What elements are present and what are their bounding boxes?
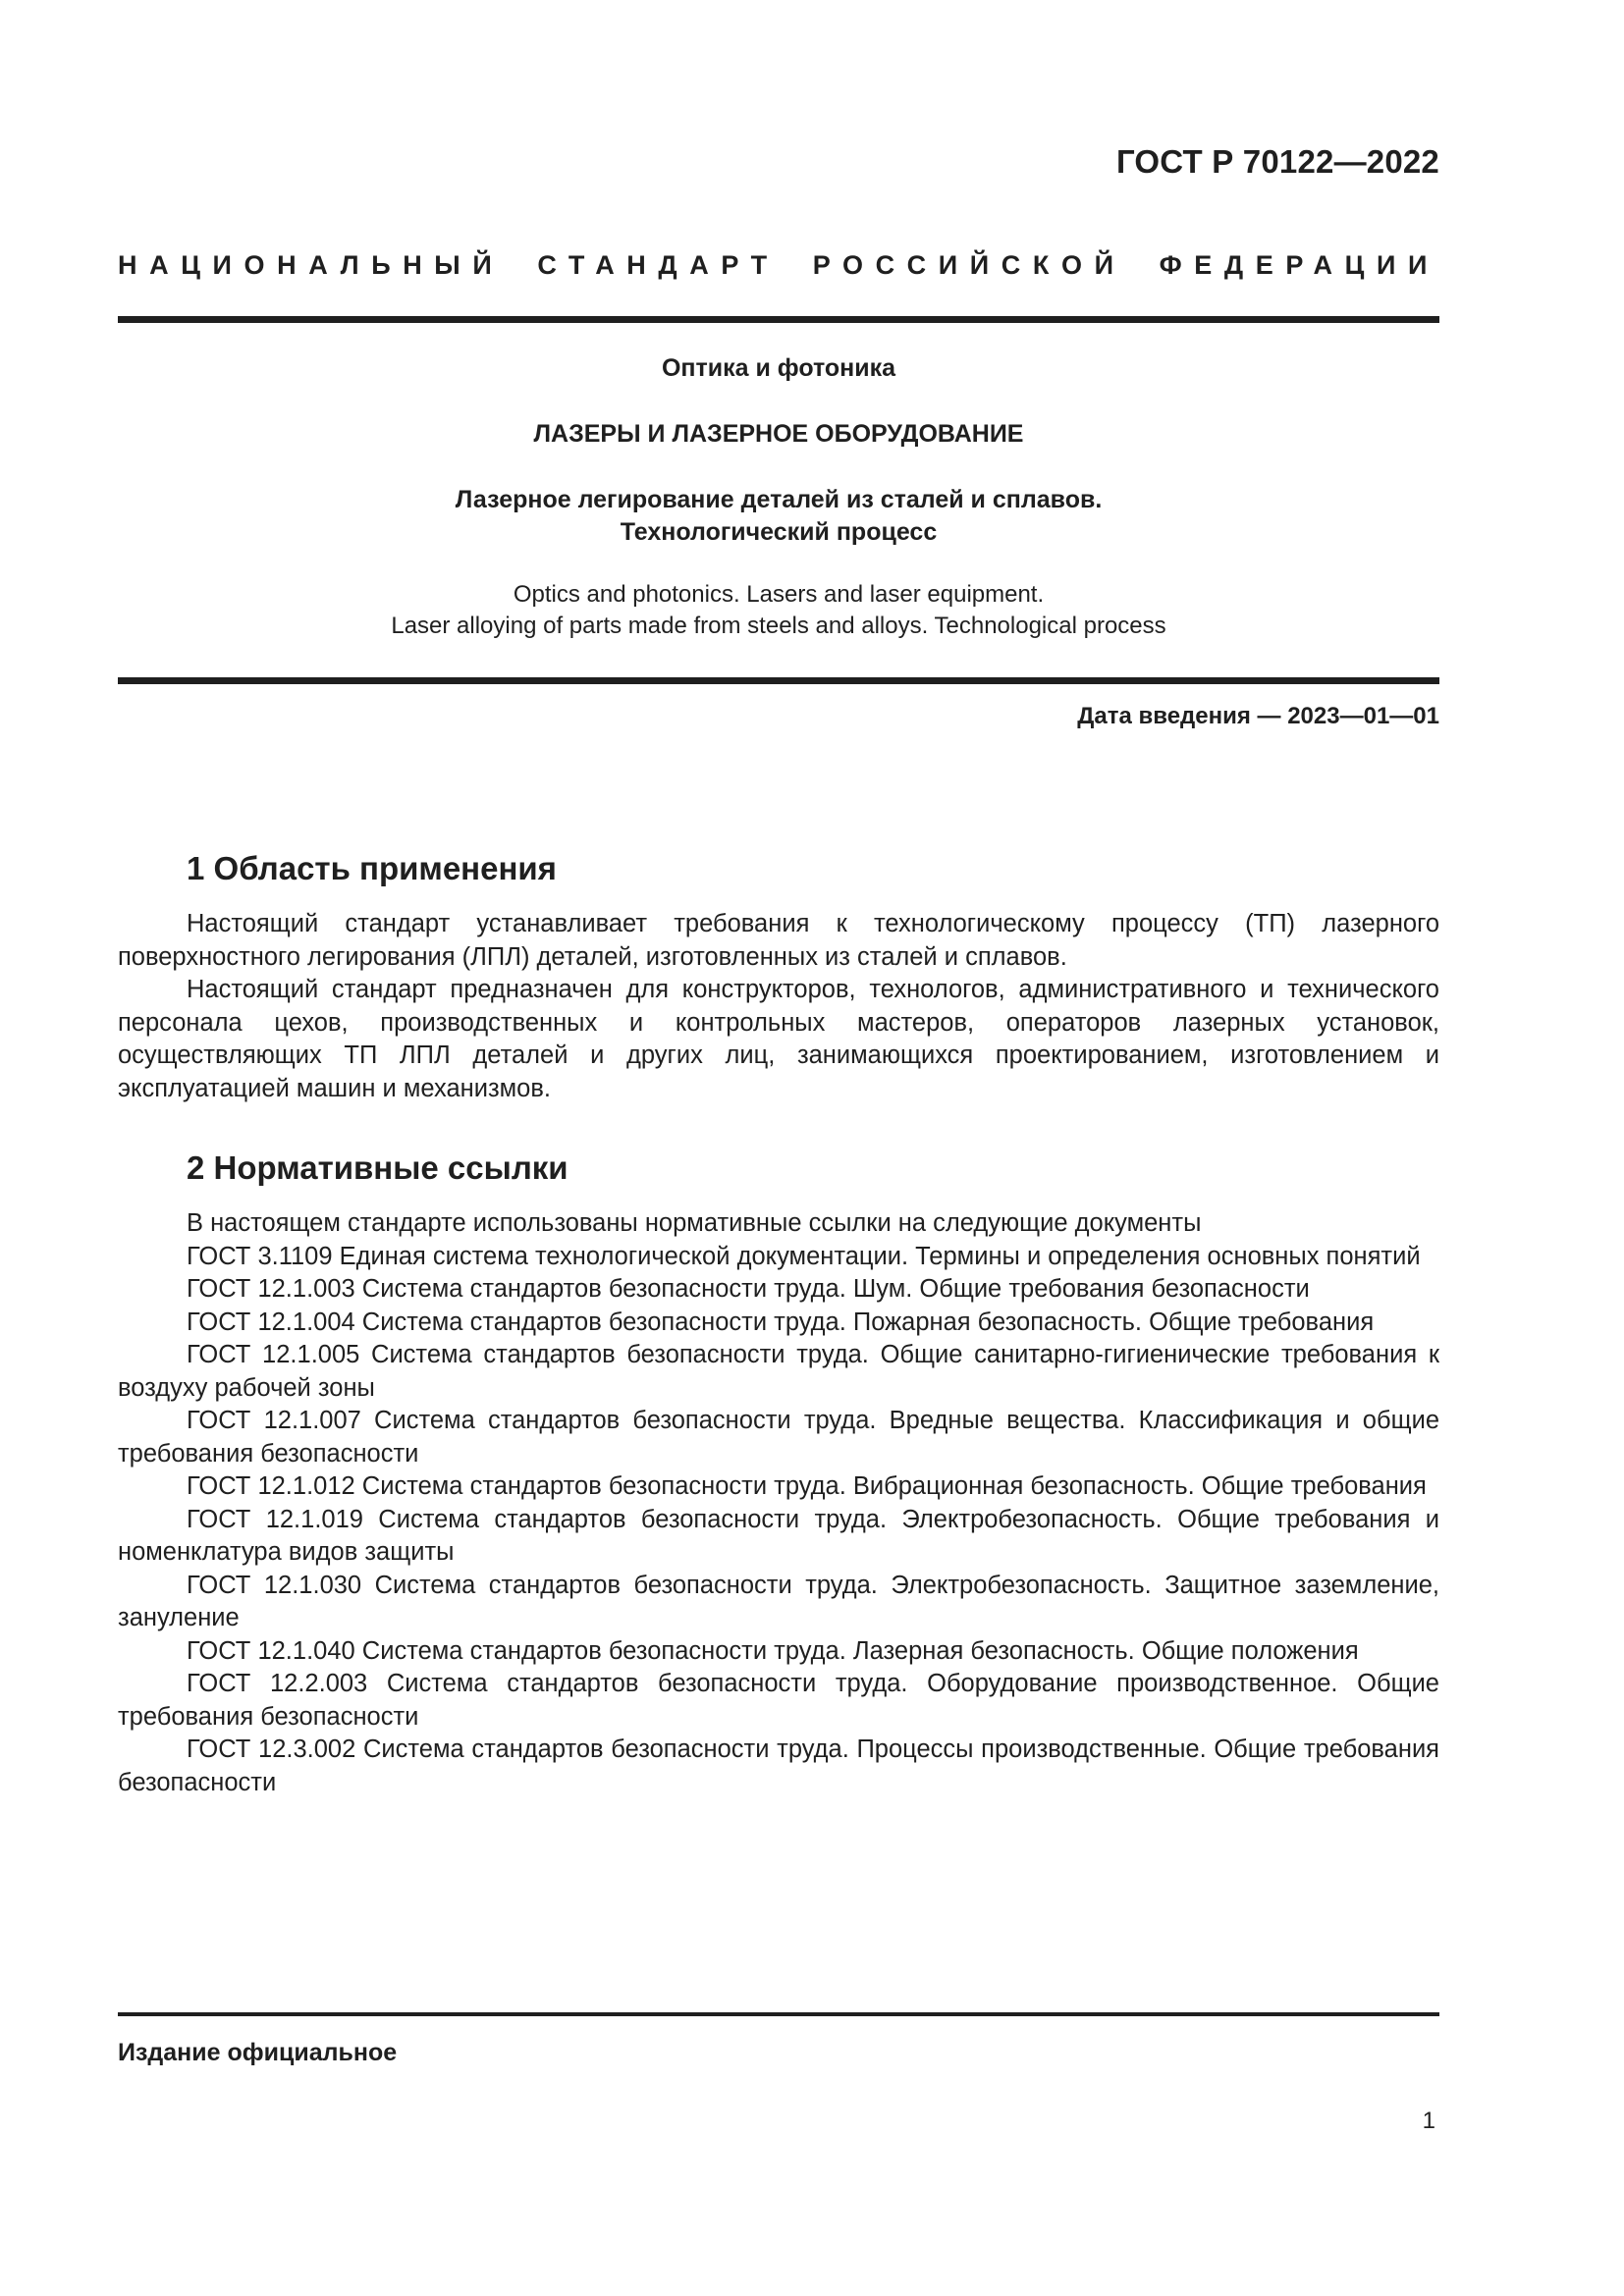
footer-divider xyxy=(118,2012,1439,2016)
reference-item: ГОСТ 12.1.030 Система стандартов безопасности труда. Электробезопасность. Защитное заземление, зануление xyxy=(118,1571,1439,1631)
section-1-heading: 1 Область применения xyxy=(187,850,557,886)
reference-item: ГОСТ 12.2.003 Система стандартов безопасности труда. Оборудование производственное. Общие требования безопасности xyxy=(118,1670,1439,1731)
section-2-heading: 2 Нормативные ссылки xyxy=(187,1149,568,1186)
reference-item: ГОСТ 12.1.004 Система стандартов безопасности труда. Пожарная безопасность. Общие требования xyxy=(187,1308,1375,1336)
edition-label: Издание официальное xyxy=(118,2039,398,2066)
reference-item: ГОСТ 12.1.019 Система стандартов безопасности труда. Электробезопасность. Общие требования и номенклатура видов защиты xyxy=(118,1505,1439,1566)
introduction-date: Дата введения — 2023—01—01 xyxy=(1077,703,1439,729)
english-title-line-1: Optics and photonics. Lasers and laser equipment. xyxy=(513,581,1045,608)
title-divider xyxy=(118,677,1439,684)
reference-item: ГОСТ 12.1.012 Система стандартов безопасности труда. Вибрационная безопасность. Общие требования xyxy=(187,1472,1427,1500)
document-number: ГОСТ Р 70122—2022 xyxy=(1115,143,1439,180)
english-title-line-2: Laser alloying of parts made from steels and alloys. Technological process xyxy=(391,613,1166,639)
russian-title xyxy=(118,484,1439,549)
reference-item: ГОСТ 12.1.005 Система стандартов безопасности труда. Общие санитарно-гигиенические требования к воздуху рабочей зоны xyxy=(118,1341,1439,1402)
russian-title-line-2: Технологический процесс xyxy=(620,518,938,546)
english-title xyxy=(118,579,1439,642)
top-divider xyxy=(118,316,1439,323)
reference-item: ГОСТ 12.1.007 Система стандартов безопасности труда. Вредные вещества. Классификация и общие требования безопасности xyxy=(118,1407,1439,1468)
reference-item: ГОСТ 3.1109 Единая система технологической документации. Термины и определения основных понятий xyxy=(187,1242,1421,1270)
paragraph: Настоящий стандарт устанавливает требования к технологическому процессу (ТП) лазерного поверхностного легирования (ЛПЛ) деталей, изготовленных из сталей и сплавов. xyxy=(118,910,1439,971)
paragraph: В настоящем стандарте использованы нормативные ссылки на следующие документы xyxy=(187,1209,1202,1237)
national-standard-banner: НАЦИОНАЛЬНЫЙ СТАНДАРТ РОССИЙСКОЙ ФЕДЕРАЦИИ xyxy=(118,250,1439,280)
document-page xyxy=(118,0,1439,2296)
paragraph: Настоящий стандарт предназначен для конструкторов, технологов, административного и технического персонала цехов, производственных и контрольных мастеров, операторов лазерных установок, осуществляющих ТП ЛПЛ деталей и других лиц, занимающихся проектированием, изготовлением и эксплуатацией машин и механизмов. xyxy=(118,976,1439,1102)
section-2-body xyxy=(118,1207,1439,1799)
subject-heading: Оптика и фотоника xyxy=(661,354,896,382)
section-1-body xyxy=(118,908,1439,1105)
reference-item: ГОСТ 12.1.003 Система стандартов безопасности труда. Шум. Общие требования безопасности xyxy=(187,1275,1310,1303)
reference-item: ГОСТ 12.3.002 Система стандартов безопасности труда. Процессы производственные. Общие требования безопасности xyxy=(118,1735,1439,1796)
russian-title-line-1: Лазерное легирование деталей из сталей и сплавов. xyxy=(455,486,1103,513)
reference-item: ГОСТ 12.1.040 Система стандартов безопасности труда. Лазерная безопасность. Общие положения xyxy=(187,1636,1359,1665)
page-number: 1 xyxy=(1422,2108,1435,2134)
series-heading: ЛАЗЕРЫ И ЛАЗЕРНОЕ ОБОРУДОВАНИЕ xyxy=(533,420,1024,448)
